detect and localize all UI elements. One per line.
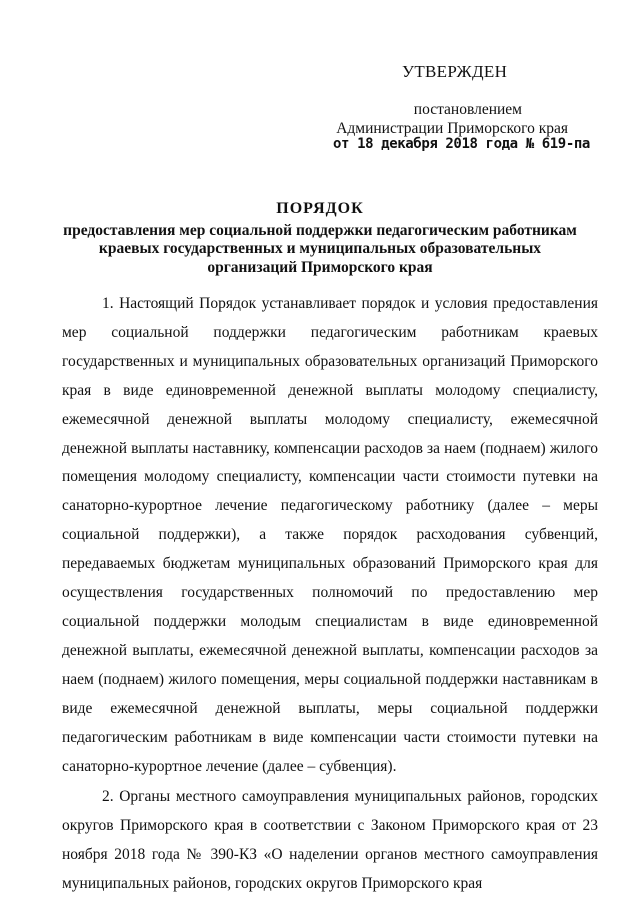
paragraph-1: 1. Настоящий Порядок устанавливает порядок и условия предоставления мер социальной поддержки педагогическим работникам краевых государственных и муниципальных образовательных организаций Приморского края в виде единовременной денежной выплаты молодому специалисту, ежемесячной денежной выплаты молодому специалисту, ежемесячной денежной выплаты наставнику, компенсации расходов за наем (поднаем) жилого помещения молодому специалисту, компенсации части стоимости путевки на санаторно-курортное лечение педагогическому работнику (далее – меры социальной поддержки), а также порядок расходования субвенций, передаваемых бюджетам муниципальных образований Приморского края для осуществления государственных полномочий по предоставлению мер социальной поддержки молодым специалистам в виде единовременной денежной выплаты, ежемесячной денежной выплаты, компенсации расходов за наем (поднаем) жилого помещения, меры социальной поддержки наставникам в виде ежемесячной денежной выплаты, меры социальной поддержки педагогическим работникам в виде компенсации части стоимости путевки на санаторно-курортное лечение (далее – субвенция). (62, 295, 598, 775)
approval-heading: УТВЕРЖДЕН (402, 62, 508, 81)
approval-line-administration: Администрации Приморского края (336, 120, 568, 137)
paragraph-2: 2. Органы местного самоуправления муниципальных районов, городских округов Приморского края в соответствии с Законом Приморского края от 23 ноября 2018 года № 390-КЗ «О наделении органов местного самоуправления муниципальных районов, городских округов Приморского края (62, 788, 598, 893)
document-title (56, 200, 584, 277)
decree-date-number: от 18 декабря 2018 года № 619-па (333, 136, 590, 152)
document-body (62, 290, 598, 901)
approval-line-resolution: постановлением (413, 101, 522, 118)
title-line-1: предоставления мер социальной поддержки педагогическим работникам (63, 221, 577, 239)
approval-resolution (336, 100, 568, 138)
title-line-3: организаций Приморского края (207, 258, 433, 276)
title-line-2: краевых государственных и муниципальных образовательных (98, 240, 542, 257)
title-main: ПОРЯДОК (276, 200, 364, 217)
